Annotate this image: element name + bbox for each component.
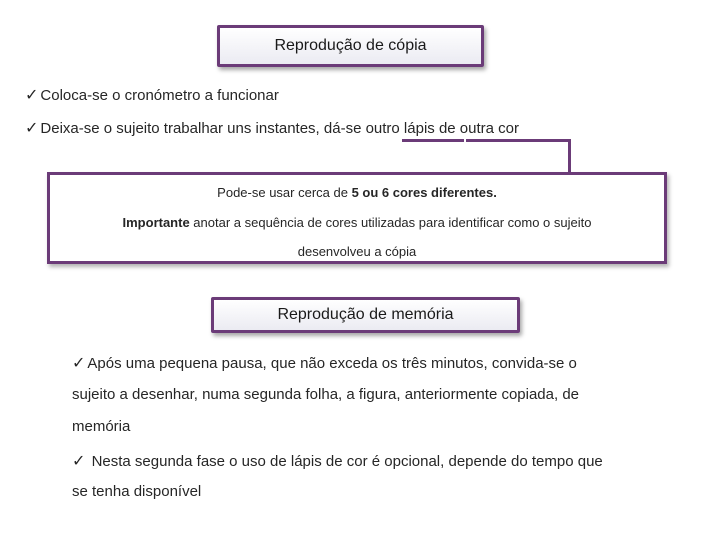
note-line (50, 185, 664, 200)
connector-line (568, 139, 571, 175)
section-title-copy-reproduction (217, 25, 484, 67)
paragraph-line: sujeito a desenhar, numa segunda folha, a figura, anteriormente copiada, de (72, 386, 580, 403)
checkmark-icon: ✓ (25, 87, 39, 104)
bullet-text: Deixa-se o sujeito trabalhar uns instantes, dá-se outro lápis de outra cor (40, 120, 519, 137)
connector-line (402, 139, 464, 142)
section-title-text: Reprodução de cópia (274, 37, 427, 54)
checkmark-icon: ✓ (25, 120, 39, 137)
bullet-item (25, 118, 519, 138)
note-emphasis: 5 ou 6 cores diferentes. (351, 185, 497, 200)
bullet-item (72, 451, 603, 471)
note-callout-box (47, 172, 667, 264)
bullet-text: Após uma pequena pausa, que não exceda os três minutos, convida-se o (87, 355, 577, 372)
checkmark-icon: ✓ (72, 453, 86, 470)
bullet-text: Nesta segunda fase o uso de lápis de cor é opcional, depende do tempo que (87, 453, 603, 470)
note-line (50, 215, 664, 230)
bullet-item (72, 353, 577, 373)
paragraph-line: memória (72, 418, 131, 435)
connector-line (466, 139, 571, 142)
checkmark-icon: ✓ (72, 355, 86, 372)
note-text: Pode-se usar cerca de (217, 185, 352, 200)
note-text: anotar a sequência de cores utilizadas para identificar como o sujeito (189, 215, 592, 230)
section-title-memory-reproduction (211, 297, 520, 333)
note-line: desenvolveu a cópia (297, 244, 417, 259)
note-emphasis: Importante (122, 215, 190, 230)
bullet-text: Coloca-se o cronómetro a funcionar (40, 87, 279, 104)
section-title-text: Reprodução de memória (277, 306, 454, 323)
bullet-item (25, 85, 279, 105)
paragraph-line: se tenha disponível (72, 483, 202, 500)
